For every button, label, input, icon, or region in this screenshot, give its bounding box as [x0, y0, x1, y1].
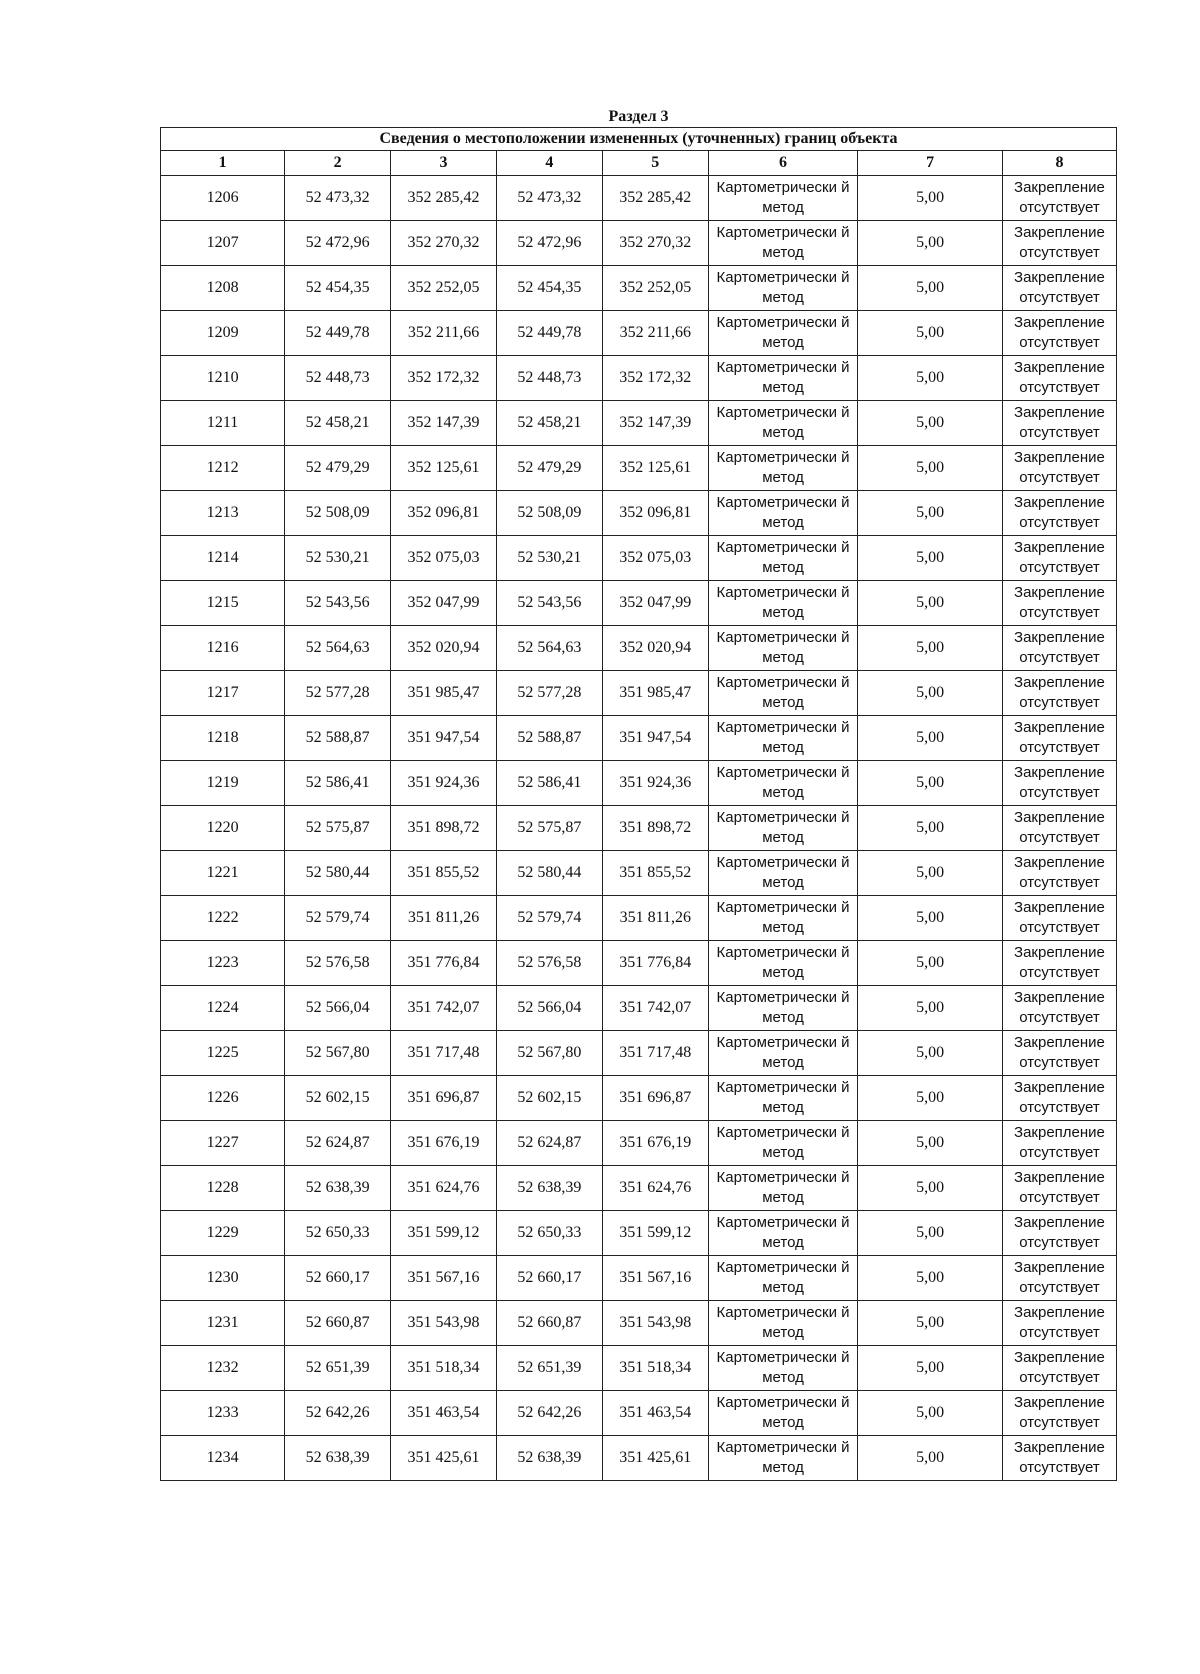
- point-number-cell: 1227: [161, 1121, 285, 1166]
- column-number: 5: [602, 151, 708, 176]
- table-row: [161, 851, 1117, 896]
- x-coordinate-cell: 52 660,17: [285, 1256, 391, 1301]
- column-number: 1: [161, 151, 285, 176]
- fixing-description-cell: Закрепление отсутствует: [1002, 851, 1116, 896]
- y-coordinate-cell: 352 096,81: [391, 491, 497, 536]
- determination-method-cell: Картометрически й метод: [708, 1301, 858, 1346]
- x-coordinate-cell: 52 660,87: [285, 1301, 391, 1346]
- x-coordinate-cell: 52 624,87: [285, 1121, 391, 1166]
- fixing-description-cell: Закрепление отсутствует: [1002, 941, 1116, 986]
- accuracy-cell: 5,00: [858, 536, 1003, 581]
- table-row: [161, 761, 1117, 806]
- point-number-cell: 1212: [161, 446, 285, 491]
- y-coordinate-cell: 351 898,72: [391, 806, 497, 851]
- determination-method-cell: Картометрически й метод: [708, 806, 858, 851]
- y-coordinate-cell: 351 518,34: [391, 1346, 497, 1391]
- point-number-cell: 1233: [161, 1391, 285, 1436]
- x-coordinate-new-cell: 52 586,41: [496, 761, 602, 806]
- point-number-cell: 1207: [161, 221, 285, 266]
- y-coordinate-new-cell: 352 252,05: [602, 266, 708, 311]
- determination-method-cell: Картометрически й метод: [708, 401, 858, 446]
- accuracy-cell: 5,00: [858, 1256, 1003, 1301]
- table-row: [161, 671, 1117, 716]
- point-number-cell: 1230: [161, 1256, 285, 1301]
- determination-method-cell: Картометрически й метод: [708, 986, 858, 1031]
- x-coordinate-cell: 52 650,33: [285, 1211, 391, 1256]
- point-number-cell: 1220: [161, 806, 285, 851]
- x-coordinate-cell: 52 588,87: [285, 716, 391, 761]
- x-coordinate-cell: 52 458,21: [285, 401, 391, 446]
- x-coordinate-cell: 52 579,74: [285, 896, 391, 941]
- accuracy-cell: 5,00: [858, 1391, 1003, 1436]
- accuracy-cell: 5,00: [858, 626, 1003, 671]
- y-coordinate-new-cell: 351 985,47: [602, 671, 708, 716]
- fixing-description-cell: Закрепление отсутствует: [1002, 671, 1116, 716]
- point-number-cell: 1221: [161, 851, 285, 896]
- fixing-description-cell: Закрепление отсутствует: [1002, 446, 1116, 491]
- x-coordinate-cell: 52 642,26: [285, 1391, 391, 1436]
- y-coordinate-new-cell: 352 075,03: [602, 536, 708, 581]
- fixing-description-cell: Закрепление отсутствует: [1002, 401, 1116, 446]
- y-coordinate-cell: 351 567,16: [391, 1256, 497, 1301]
- x-coordinate-new-cell: 52 602,15: [496, 1076, 602, 1121]
- point-number-cell: 1223: [161, 941, 285, 986]
- point-number-cell: 1228: [161, 1166, 285, 1211]
- x-coordinate-cell: 52 448,73: [285, 356, 391, 401]
- table-row: [161, 1346, 1117, 1391]
- y-coordinate-cell: 351 599,12: [391, 1211, 497, 1256]
- x-coordinate-cell: 52 575,87: [285, 806, 391, 851]
- y-coordinate-new-cell: 351 811,26: [602, 896, 708, 941]
- y-coordinate-cell: 352 125,61: [391, 446, 497, 491]
- y-coordinate-new-cell: 351 742,07: [602, 986, 708, 1031]
- x-coordinate-new-cell: 52 448,73: [496, 356, 602, 401]
- fixing-description-cell: Закрепление отсутствует: [1002, 176, 1116, 221]
- x-coordinate-cell: 52 580,44: [285, 851, 391, 896]
- fixing-description-cell: Закрепление отсутствует: [1002, 896, 1116, 941]
- y-coordinate-new-cell: 351 425,61: [602, 1436, 708, 1481]
- point-number-cell: 1232: [161, 1346, 285, 1391]
- x-coordinate-new-cell: 52 543,56: [496, 581, 602, 626]
- point-number-cell: 1210: [161, 356, 285, 401]
- determination-method-cell: Картометрически й метод: [708, 1166, 858, 1211]
- fixing-description-cell: Закрепление отсутствует: [1002, 716, 1116, 761]
- fixing-description-cell: Закрепление отсутствует: [1002, 1031, 1116, 1076]
- x-coordinate-cell: 52 454,35: [285, 266, 391, 311]
- x-coordinate-new-cell: 52 638,39: [496, 1436, 602, 1481]
- table-row: [161, 536, 1117, 581]
- fixing-description-cell: Закрепление отсутствует: [1002, 626, 1116, 671]
- y-coordinate-cell: 351 924,36: [391, 761, 497, 806]
- fixing-description-cell: Закрепление отсутствует: [1002, 581, 1116, 626]
- accuracy-cell: 5,00: [858, 1436, 1003, 1481]
- x-coordinate-cell: 52 564,63: [285, 626, 391, 671]
- point-number-cell: 1225: [161, 1031, 285, 1076]
- fixing-description-cell: Закрепление отсутствует: [1002, 491, 1116, 536]
- y-coordinate-cell: 351 425,61: [391, 1436, 497, 1481]
- point-number-cell: 1208: [161, 266, 285, 311]
- determination-method-cell: Картометрически й метод: [708, 671, 858, 716]
- y-coordinate-new-cell: 352 020,94: [602, 626, 708, 671]
- y-coordinate-new-cell: 351 947,54: [602, 716, 708, 761]
- x-coordinate-cell: 52 449,78: [285, 311, 391, 356]
- accuracy-cell: 5,00: [858, 176, 1003, 221]
- fixing-description-cell: Закрепление отсутствует: [1002, 1391, 1116, 1436]
- table-row: [161, 581, 1117, 626]
- y-coordinate-new-cell: 352 125,61: [602, 446, 708, 491]
- point-number-cell: 1226: [161, 1076, 285, 1121]
- section-title: Раздел 3: [608, 108, 669, 125]
- y-coordinate-new-cell: 351 599,12: [602, 1211, 708, 1256]
- y-coordinate-new-cell: 352 096,81: [602, 491, 708, 536]
- x-coordinate-new-cell: 52 577,28: [496, 671, 602, 716]
- y-coordinate-cell: 352 047,99: [391, 581, 497, 626]
- accuracy-cell: 5,00: [858, 221, 1003, 266]
- y-coordinate-cell: 352 172,32: [391, 356, 497, 401]
- fixing-description-cell: Закрепление отсутствует: [1002, 311, 1116, 356]
- x-coordinate-new-cell: 52 651,39: [496, 1346, 602, 1391]
- determination-method-cell: Картометрически й метод: [708, 311, 858, 356]
- y-coordinate-new-cell: 352 047,99: [602, 581, 708, 626]
- point-number-cell: 1217: [161, 671, 285, 716]
- y-coordinate-new-cell: 351 543,98: [602, 1301, 708, 1346]
- x-coordinate-new-cell: 52 449,78: [496, 311, 602, 356]
- x-coordinate-cell: 52 651,39: [285, 1346, 391, 1391]
- determination-method-cell: Картометрически й метод: [708, 536, 858, 581]
- accuracy-cell: 5,00: [858, 1346, 1003, 1391]
- table-row: [161, 806, 1117, 851]
- y-coordinate-cell: 352 270,32: [391, 221, 497, 266]
- point-number-cell: 1213: [161, 491, 285, 536]
- point-number-cell: 1209: [161, 311, 285, 356]
- accuracy-cell: 5,00: [858, 491, 1003, 536]
- determination-method-cell: Картометрически й метод: [708, 491, 858, 536]
- column-number: 3: [391, 151, 497, 176]
- point-number-cell: 1214: [161, 536, 285, 581]
- determination-method-cell: Картометрически й метод: [708, 851, 858, 896]
- x-coordinate-new-cell: 52 660,87: [496, 1301, 602, 1346]
- table-row: [161, 1076, 1117, 1121]
- table-row: [161, 1121, 1117, 1166]
- x-coordinate-new-cell: 52 564,63: [496, 626, 602, 671]
- fixing-description-cell: Закрепление отсутствует: [1002, 761, 1116, 806]
- x-coordinate-new-cell: 52 660,17: [496, 1256, 602, 1301]
- fixing-description-cell: Закрепление отсутствует: [1002, 1346, 1116, 1391]
- determination-method-cell: Картометрически й метод: [708, 1391, 858, 1436]
- y-coordinate-new-cell: 352 147,39: [602, 401, 708, 446]
- y-coordinate-cell: 352 075,03: [391, 536, 497, 581]
- accuracy-cell: 5,00: [858, 1121, 1003, 1166]
- column-number: 7: [858, 151, 1003, 176]
- accuracy-cell: 5,00: [858, 761, 1003, 806]
- table-row: [161, 491, 1117, 536]
- determination-method-cell: Картометрически й метод: [708, 1436, 858, 1481]
- x-coordinate-new-cell: 52 576,58: [496, 941, 602, 986]
- accuracy-cell: 5,00: [858, 806, 1003, 851]
- x-coordinate-new-cell: 52 624,87: [496, 1121, 602, 1166]
- x-coordinate-cell: 52 602,15: [285, 1076, 391, 1121]
- accuracy-cell: 5,00: [858, 671, 1003, 716]
- x-coordinate-new-cell: 52 530,21: [496, 536, 602, 581]
- table-row: [161, 1301, 1117, 1346]
- y-coordinate-new-cell: 351 924,36: [602, 761, 708, 806]
- point-number-cell: 1206: [161, 176, 285, 221]
- point-number-cell: 1222: [161, 896, 285, 941]
- y-coordinate-cell: 351 855,52: [391, 851, 497, 896]
- x-coordinate-cell: 52 472,96: [285, 221, 391, 266]
- determination-method-cell: Картометрически й метод: [708, 941, 858, 986]
- point-number-cell: 1231: [161, 1301, 285, 1346]
- fixing-description-cell: Закрепление отсутствует: [1002, 1256, 1116, 1301]
- determination-method-cell: Картометрически й метод: [708, 896, 858, 941]
- column-number: 2: [285, 151, 391, 176]
- point-number-cell: 1229: [161, 1211, 285, 1256]
- y-coordinate-cell: 352 020,94: [391, 626, 497, 671]
- accuracy-cell: 5,00: [858, 1301, 1003, 1346]
- determination-method-cell: Картометрически й метод: [708, 221, 858, 266]
- y-coordinate-new-cell: 351 567,16: [602, 1256, 708, 1301]
- x-coordinate-new-cell: 52 566,04: [496, 986, 602, 1031]
- point-number-cell: 1218: [161, 716, 285, 761]
- x-coordinate-cell: 52 566,04: [285, 986, 391, 1031]
- x-coordinate-new-cell: 52 454,35: [496, 266, 602, 311]
- x-coordinate-cell: 52 479,29: [285, 446, 391, 491]
- x-coordinate-new-cell: 52 479,29: [496, 446, 602, 491]
- table-row: [161, 1166, 1117, 1211]
- table-row: [161, 986, 1117, 1031]
- determination-method-cell: Картометрически й метод: [708, 1121, 858, 1166]
- accuracy-cell: 5,00: [858, 266, 1003, 311]
- y-coordinate-new-cell: 351 855,52: [602, 851, 708, 896]
- table-caption: Сведения о местоположении измененных (уточненных) границ объекта: [161, 128, 1117, 151]
- point-number-cell: 1215: [161, 581, 285, 626]
- table-row: [161, 1031, 1117, 1076]
- y-coordinate-cell: 352 252,05: [391, 266, 497, 311]
- accuracy-cell: 5,00: [858, 716, 1003, 761]
- y-coordinate-new-cell: 351 463,54: [602, 1391, 708, 1436]
- fixing-description-cell: Закрепление отсутствует: [1002, 1211, 1116, 1256]
- x-coordinate-cell: 52 473,32: [285, 176, 391, 221]
- x-coordinate-cell: 52 543,56: [285, 581, 391, 626]
- determination-method-cell: Картометрически й метод: [708, 1211, 858, 1256]
- x-coordinate-new-cell: 52 472,96: [496, 221, 602, 266]
- y-coordinate-cell: 351 985,47: [391, 671, 497, 716]
- x-coordinate-cell: 52 638,39: [285, 1436, 391, 1481]
- table-row: [161, 176, 1117, 221]
- x-coordinate-new-cell: 52 588,87: [496, 716, 602, 761]
- boundary-points-table: [160, 127, 1117, 1481]
- y-coordinate-new-cell: 351 898,72: [602, 806, 708, 851]
- x-coordinate-cell: 52 567,80: [285, 1031, 391, 1076]
- fixing-description-cell: Закрепление отсутствует: [1002, 1166, 1116, 1211]
- table-row: [161, 716, 1117, 761]
- y-coordinate-new-cell: 351 676,19: [602, 1121, 708, 1166]
- fixing-description-cell: Закрепление отсутствует: [1002, 221, 1116, 266]
- y-coordinate-cell: 352 211,66: [391, 311, 497, 356]
- point-number-cell: 1216: [161, 626, 285, 671]
- table-row: [161, 1391, 1117, 1436]
- table-row: [161, 401, 1117, 446]
- x-coordinate-new-cell: 52 473,32: [496, 176, 602, 221]
- determination-method-cell: Картометрически й метод: [708, 1256, 858, 1301]
- y-coordinate-new-cell: 352 270,32: [602, 221, 708, 266]
- accuracy-cell: 5,00: [858, 356, 1003, 401]
- accuracy-cell: 5,00: [858, 1076, 1003, 1121]
- x-coordinate-cell: 52 576,58: [285, 941, 391, 986]
- accuracy-cell: 5,00: [858, 401, 1003, 446]
- determination-method-cell: Картометрически й метод: [708, 446, 858, 491]
- table-caption-row: [161, 128, 1117, 151]
- determination-method-cell: Картометрически й метод: [708, 266, 858, 311]
- x-coordinate-cell: 52 586,41: [285, 761, 391, 806]
- column-number-row: [161, 151, 1117, 176]
- x-coordinate-cell: 52 530,21: [285, 536, 391, 581]
- y-coordinate-cell: 351 463,54: [391, 1391, 497, 1436]
- table-row: [161, 356, 1117, 401]
- table-row: [161, 1436, 1117, 1481]
- column-number: 4: [496, 151, 602, 176]
- accuracy-cell: 5,00: [858, 1031, 1003, 1076]
- y-coordinate-cell: 351 947,54: [391, 716, 497, 761]
- determination-method-cell: Картометрически й метод: [708, 1076, 858, 1121]
- table-row: [161, 311, 1117, 356]
- fixing-description-cell: Закрепление отсутствует: [1002, 1076, 1116, 1121]
- y-coordinate-new-cell: 352 211,66: [602, 311, 708, 356]
- x-coordinate-new-cell: 52 458,21: [496, 401, 602, 446]
- y-coordinate-cell: 351 776,84: [391, 941, 497, 986]
- table-row: [161, 626, 1117, 671]
- accuracy-cell: 5,00: [858, 896, 1003, 941]
- accuracy-cell: 5,00: [858, 1211, 1003, 1256]
- y-coordinate-cell: 351 717,48: [391, 1031, 497, 1076]
- y-coordinate-cell: 351 543,98: [391, 1301, 497, 1346]
- y-coordinate-new-cell: 351 624,76: [602, 1166, 708, 1211]
- column-number: 6: [708, 151, 858, 176]
- x-coordinate-cell: 52 508,09: [285, 491, 391, 536]
- table-row: [161, 941, 1117, 986]
- fixing-description-cell: Закрепление отсутствует: [1002, 536, 1116, 581]
- determination-method-cell: Картометрически й метод: [708, 176, 858, 221]
- y-coordinate-cell: 351 742,07: [391, 986, 497, 1031]
- fixing-description-cell: Закрепление отсутствует: [1002, 806, 1116, 851]
- accuracy-cell: 5,00: [858, 311, 1003, 356]
- determination-method-cell: Картометрически й метод: [708, 761, 858, 806]
- point-number-cell: 1234: [161, 1436, 285, 1481]
- x-coordinate-cell: 52 638,39: [285, 1166, 391, 1211]
- x-coordinate-new-cell: 52 575,87: [496, 806, 602, 851]
- fixing-description-cell: Закрепление отсутствует: [1002, 1436, 1116, 1481]
- x-coordinate-new-cell: 52 638,39: [496, 1166, 602, 1211]
- determination-method-cell: Картометрически й метод: [708, 626, 858, 671]
- y-coordinate-new-cell: 351 776,84: [602, 941, 708, 986]
- fixing-description-cell: Закрепление отсутствует: [1002, 1301, 1116, 1346]
- point-number-cell: 1219: [161, 761, 285, 806]
- y-coordinate-new-cell: 352 285,42: [602, 176, 708, 221]
- y-coordinate-cell: 351 811,26: [391, 896, 497, 941]
- y-coordinate-cell: 352 147,39: [391, 401, 497, 446]
- fixing-description-cell: Закрепление отсутствует: [1002, 986, 1116, 1031]
- determination-method-cell: Картометрически й метод: [708, 356, 858, 401]
- determination-method-cell: Картометрически й метод: [708, 581, 858, 626]
- table-row: [161, 221, 1117, 266]
- table-row: [161, 446, 1117, 491]
- accuracy-cell: 5,00: [858, 851, 1003, 896]
- y-coordinate-cell: 351 624,76: [391, 1166, 497, 1211]
- x-coordinate-new-cell: 52 650,33: [496, 1211, 602, 1256]
- table-row: [161, 1256, 1117, 1301]
- fixing-description-cell: Закрепление отсутствует: [1002, 356, 1116, 401]
- point-number-cell: 1211: [161, 401, 285, 446]
- y-coordinate-cell: 351 676,19: [391, 1121, 497, 1166]
- x-coordinate-new-cell: 52 567,80: [496, 1031, 602, 1076]
- accuracy-cell: 5,00: [858, 581, 1003, 626]
- x-coordinate-cell: 52 577,28: [285, 671, 391, 716]
- fixing-description-cell: Закрепление отсутствует: [1002, 1121, 1116, 1166]
- column-number: 8: [1002, 151, 1116, 176]
- y-coordinate-cell: 351 696,87: [391, 1076, 497, 1121]
- determination-method-cell: Картометрически й метод: [708, 1346, 858, 1391]
- y-coordinate-cell: 352 285,42: [391, 176, 497, 221]
- table-row: [161, 266, 1117, 311]
- y-coordinate-new-cell: 351 717,48: [602, 1031, 708, 1076]
- y-coordinate-new-cell: 352 172,32: [602, 356, 708, 401]
- x-coordinate-new-cell: 52 580,44: [496, 851, 602, 896]
- point-number-cell: 1224: [161, 986, 285, 1031]
- x-coordinate-new-cell: 52 508,09: [496, 491, 602, 536]
- fixing-description-cell: Закрепление отсутствует: [1002, 266, 1116, 311]
- determination-method-cell: Картометрически й метод: [708, 1031, 858, 1076]
- accuracy-cell: 5,00: [858, 941, 1003, 986]
- x-coordinate-new-cell: 52 579,74: [496, 896, 602, 941]
- y-coordinate-new-cell: 351 518,34: [602, 1346, 708, 1391]
- accuracy-cell: 5,00: [858, 986, 1003, 1031]
- y-coordinate-new-cell: 351 696,87: [602, 1076, 708, 1121]
- determination-method-cell: Картометрически й метод: [708, 716, 858, 761]
- accuracy-cell: 5,00: [858, 1166, 1003, 1211]
- table-row: [161, 896, 1117, 941]
- x-coordinate-new-cell: 52 642,26: [496, 1391, 602, 1436]
- table-row: [161, 1211, 1117, 1256]
- accuracy-cell: 5,00: [858, 446, 1003, 491]
